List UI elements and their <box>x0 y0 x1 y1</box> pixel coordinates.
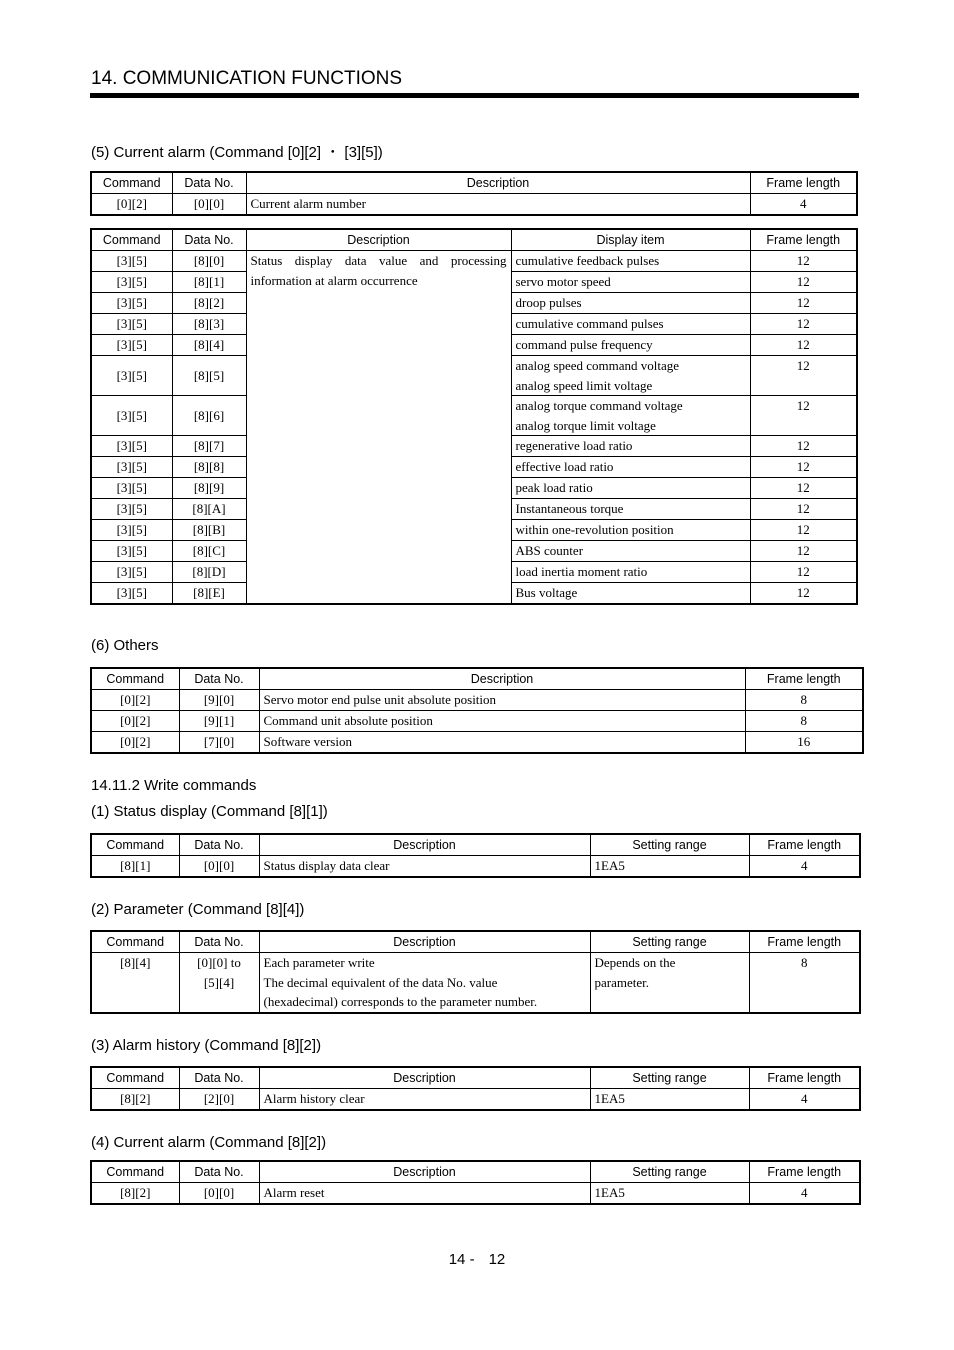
cell-description <box>259 953 590 1014</box>
display-item-line-1: analog speed command voltage <box>515 358 680 373</box>
table-header-row <box>91 668 863 690</box>
table-row <box>91 690 863 711</box>
table-row <box>91 953 860 1014</box>
cell-data-no-line-1: [0][0] to <box>197 955 241 970</box>
cell-display-item <box>511 396 750 436</box>
table-current-alarm-number <box>90 171 858 216</box>
display-item-line-1: cumulative feedback pulses <box>515 253 660 268</box>
col-header-command: Command <box>91 834 179 856</box>
cell-data-no: [8][4] <box>172 335 246 356</box>
cell-display-item <box>511 335 750 356</box>
col-header-command: Command <box>91 1067 179 1089</box>
page-header-title: 14. COMMUNICATION FUNCTIONS <box>91 68 403 89</box>
cell-data-no: [0][0] <box>172 194 246 216</box>
cell-description: Status display data value and processing information at alarm occurrence <box>246 251 511 605</box>
cell-frame-length: 12 <box>750 499 857 520</box>
cell-command: [0][2] <box>91 711 179 732</box>
cell-display-item <box>511 251 750 272</box>
section-heading-current-alarm: (5) Current alarm (Command [0][2] ・ [3][5]) <box>91 144 383 161</box>
cell-data-no: [8][3] <box>172 314 246 335</box>
cell-command: [3][5] <box>91 457 172 478</box>
cell-setting-range: 1EA5 <box>590 856 749 878</box>
cell-data-no: [9][1] <box>179 711 259 732</box>
cell-description-line-3: (hexadecimal) corresponds to the parameter number. <box>263 994 538 1009</box>
cell-data-no: [8][E] <box>172 583 246 605</box>
cell-data-no: [8][C] <box>172 541 246 562</box>
cell-data-no: [7][0] <box>179 732 259 754</box>
section-heading-parameter: (2) Parameter (Command [8][4]) <box>91 901 305 918</box>
col-header-data-no: Data No. <box>179 668 259 690</box>
cell-data-no: [8][2] <box>172 293 246 314</box>
table-row <box>91 1089 860 1111</box>
cell-description: Alarm reset <box>259 1183 590 1205</box>
cell-data-no: [2][0] <box>179 1089 259 1111</box>
display-item-line-1: ABS counter <box>515 543 584 558</box>
cell-frame-length: 4 <box>749 1089 860 1111</box>
display-item-line-1: Instantaneous torque <box>515 501 624 516</box>
cell-frame-length: 12 <box>750 478 857 499</box>
cell-description: Command unit absolute position <box>259 711 745 732</box>
cell-command: [3][5] <box>91 335 172 356</box>
col-header-setting-range: Setting range <box>590 1067 749 1089</box>
cell-setting-range <box>590 953 749 1014</box>
display-item-line-1: peak load ratio <box>515 480 593 495</box>
table-status-display-write <box>90 833 861 878</box>
cell-command: [3][5] <box>91 314 172 335</box>
col-header-data-no: Data No. <box>179 931 259 953</box>
display-item-line-2: analog speed limit voltage <box>515 377 653 393</box>
cell-frame-length: 12 <box>750 457 857 478</box>
col-header-frame-length: Frame length <box>750 229 857 251</box>
cell-display-item <box>511 314 750 335</box>
table-header-row <box>91 1161 860 1183</box>
col-header-setting-range: Setting range <box>590 1161 749 1183</box>
display-item-line-1: servo motor speed <box>515 274 611 289</box>
cell-display-item <box>511 520 750 541</box>
page-number <box>0 1251 954 1268</box>
cell-data-no: [8][9] <box>172 478 246 499</box>
table-row <box>91 856 860 878</box>
cell-frame-length: 4 <box>750 194 857 216</box>
display-item-line-1: load inertia moment ratio <box>515 564 648 579</box>
section-heading-alarm-history: (3) Alarm history (Command [8][2]) <box>91 1037 322 1054</box>
display-item-line-1: Bus voltage <box>515 585 578 600</box>
display-item-line-1: within one-revolution position <box>515 522 674 537</box>
cell-display-item <box>511 583 750 605</box>
cell-data-no-line-2: [5][4] <box>203 974 235 990</box>
col-header-command: Command <box>91 668 179 690</box>
col-header-data-no: Data No. <box>172 172 246 194</box>
cell-frame-length: 12 <box>750 335 857 356</box>
table-header-row <box>91 931 860 953</box>
display-item-line-2: analog torque limit voltage <box>515 417 656 433</box>
cell-display-item <box>511 356 750 396</box>
cell-description: Servo motor end pulse unit absolute position <box>259 690 745 711</box>
section-heading-others: (6) Others <box>91 637 159 654</box>
cell-description-line-1: Each parameter write <box>263 955 375 970</box>
cell-data-no: [8][5] <box>172 356 246 396</box>
col-header-data-no: Data No. <box>179 834 259 856</box>
col-header-frame-length: Frame length <box>749 1067 860 1089</box>
display-item-line-1: droop pulses <box>515 295 582 310</box>
cell-frame-length: 12 <box>750 396 857 436</box>
cell-data-no: [8][7] <box>172 436 246 457</box>
cell-display-item <box>511 499 750 520</box>
col-header-frame-length: Frame length <box>749 834 860 856</box>
cell-frame-length: 16 <box>745 732 863 754</box>
cell-command: [3][5] <box>91 356 172 396</box>
col-header-description: Description <box>259 1067 590 1089</box>
cell-command: [3][5] <box>91 499 172 520</box>
col-header-command: Command <box>91 1161 179 1183</box>
col-header-description: Description <box>259 668 745 690</box>
cell-data-no: [8][0] <box>172 251 246 272</box>
cell-command: [8][4] <box>91 953 179 1014</box>
cell-setting-range-line-1: Depends on the <box>594 955 676 970</box>
cell-display-item <box>511 436 750 457</box>
display-item-line-1: effective load ratio <box>515 459 614 474</box>
cell-setting-range: 1EA5 <box>590 1183 749 1205</box>
cell-command: [3][5] <box>91 562 172 583</box>
table-status-at-alarm <box>90 228 858 605</box>
table-header-row <box>91 229 857 251</box>
cell-frame-length: 8 <box>745 690 863 711</box>
table-header-row <box>91 834 860 856</box>
cell-setting-range-line-2: parameter. <box>594 974 649 990</box>
cell-display-item <box>511 562 750 583</box>
section-heading-status-display: (1) Status display (Command [8][1]) <box>91 803 328 820</box>
cell-frame-length: 12 <box>750 436 857 457</box>
table-header-row <box>91 1067 860 1089</box>
display-item-line-1: regenerative load ratio <box>515 438 633 453</box>
col-header-description: Description <box>259 834 590 856</box>
section-heading-write-commands: 14.11.2 Write commands <box>91 777 257 794</box>
page-number-page: 12 <box>488 1251 506 1268</box>
cell-description: Alarm history clear <box>259 1089 590 1111</box>
cell-setting-range: 1EA5 <box>590 1089 749 1111</box>
cell-description: Current alarm number <box>246 194 750 216</box>
col-header-frame-length: Frame length <box>745 668 863 690</box>
cell-data-no: [8][B] <box>172 520 246 541</box>
col-header-command: Command <box>91 229 172 251</box>
cell-command: [8][1] <box>91 856 179 878</box>
cell-frame-length: 12 <box>750 541 857 562</box>
cell-frame-length: 12 <box>750 251 857 272</box>
col-header-frame-length: Frame length <box>750 172 857 194</box>
cell-command: [3][5] <box>91 396 172 436</box>
table-row <box>91 251 857 272</box>
cell-data-no <box>179 953 259 1014</box>
cell-command: [3][5] <box>91 251 172 272</box>
col-header-description: Description <box>246 172 750 194</box>
cell-description: Status display data clear <box>259 856 590 878</box>
cell-frame-length: 8 <box>745 711 863 732</box>
cell-command: [3][5] <box>91 541 172 562</box>
display-item-line-1: cumulative command pulses <box>515 316 664 331</box>
cell-display-item <box>511 457 750 478</box>
col-header-setting-range: Setting range <box>590 834 749 856</box>
table-parameter-write <box>90 930 861 1014</box>
col-header-description: Description <box>246 229 511 251</box>
table-header-row <box>91 172 857 194</box>
cell-frame-length: 4 <box>749 1183 860 1205</box>
cell-frame-length: 12 <box>750 562 857 583</box>
col-header-frame-length: Frame length <box>749 931 860 953</box>
cell-frame-length: 12 <box>750 583 857 605</box>
col-header-description: Description <box>259 931 590 953</box>
cell-frame-length: 8 <box>749 953 860 1014</box>
cell-data-no: [8][8] <box>172 457 246 478</box>
cell-command: [8][2] <box>91 1089 179 1111</box>
cell-command: [0][2] <box>91 690 179 711</box>
cell-command: [3][5] <box>91 583 172 605</box>
cell-frame-length: 12 <box>750 314 857 335</box>
cell-command: [3][5] <box>91 436 172 457</box>
cell-command: [3][5] <box>91 520 172 541</box>
cell-data-no: [0][0] <box>179 1183 259 1205</box>
table-row <box>91 732 863 754</box>
col-header-data-no: Data No. <box>179 1161 259 1183</box>
cell-command: [3][5] <box>91 272 172 293</box>
cell-frame-length: 12 <box>750 520 857 541</box>
cell-data-no: [8][6] <box>172 396 246 436</box>
cell-command: [8][2] <box>91 1183 179 1205</box>
col-header-display-item: Display item <box>511 229 750 251</box>
table-row <box>91 194 857 216</box>
col-header-frame-length: Frame length <box>749 1161 860 1183</box>
cell-frame-length: 12 <box>750 293 857 314</box>
cell-display-item <box>511 541 750 562</box>
cell-frame-length: 12 <box>750 356 857 396</box>
cell-frame-length: 4 <box>749 856 860 878</box>
cell-description: Software version <box>259 732 745 754</box>
cell-data-no: [8][A] <box>172 499 246 520</box>
col-header-command: Command <box>91 172 172 194</box>
cell-description-line-2: The decimal equivalent of the data No. value <box>263 974 498 990</box>
cell-display-item <box>511 293 750 314</box>
table-others <box>90 667 864 754</box>
header-rule <box>90 93 859 98</box>
table-current-alarm-write <box>90 1160 861 1205</box>
cell-data-no: [9][0] <box>179 690 259 711</box>
cell-frame-length: 12 <box>750 272 857 293</box>
table-row <box>91 1183 860 1205</box>
cell-command: [3][5] <box>91 478 172 499</box>
col-header-description: Description <box>259 1161 590 1183</box>
cell-data-no: [0][0] <box>179 856 259 878</box>
col-header-data-no: Data No. <box>172 229 246 251</box>
cell-display-item <box>511 478 750 499</box>
cell-data-no: [8][1] <box>172 272 246 293</box>
page-number-chapter: 14 - <box>448 1251 475 1268</box>
cell-command: [0][2] <box>91 194 172 216</box>
display-item-line-1: analog torque command voltage <box>515 398 683 413</box>
table-alarm-history-write <box>90 1066 861 1111</box>
cell-command: [0][2] <box>91 732 179 754</box>
display-item-line-1: command pulse frequency <box>515 337 653 352</box>
col-header-setting-range: Setting range <box>590 931 749 953</box>
cell-display-item <box>511 272 750 293</box>
col-header-command: Command <box>91 931 179 953</box>
col-header-data-no: Data No. <box>179 1067 259 1089</box>
section-heading-current-alarm-write: (4) Current alarm (Command [8][2]) <box>91 1134 327 1151</box>
cell-data-no: [8][D] <box>172 562 246 583</box>
table-row <box>91 711 863 732</box>
cell-command: [3][5] <box>91 293 172 314</box>
